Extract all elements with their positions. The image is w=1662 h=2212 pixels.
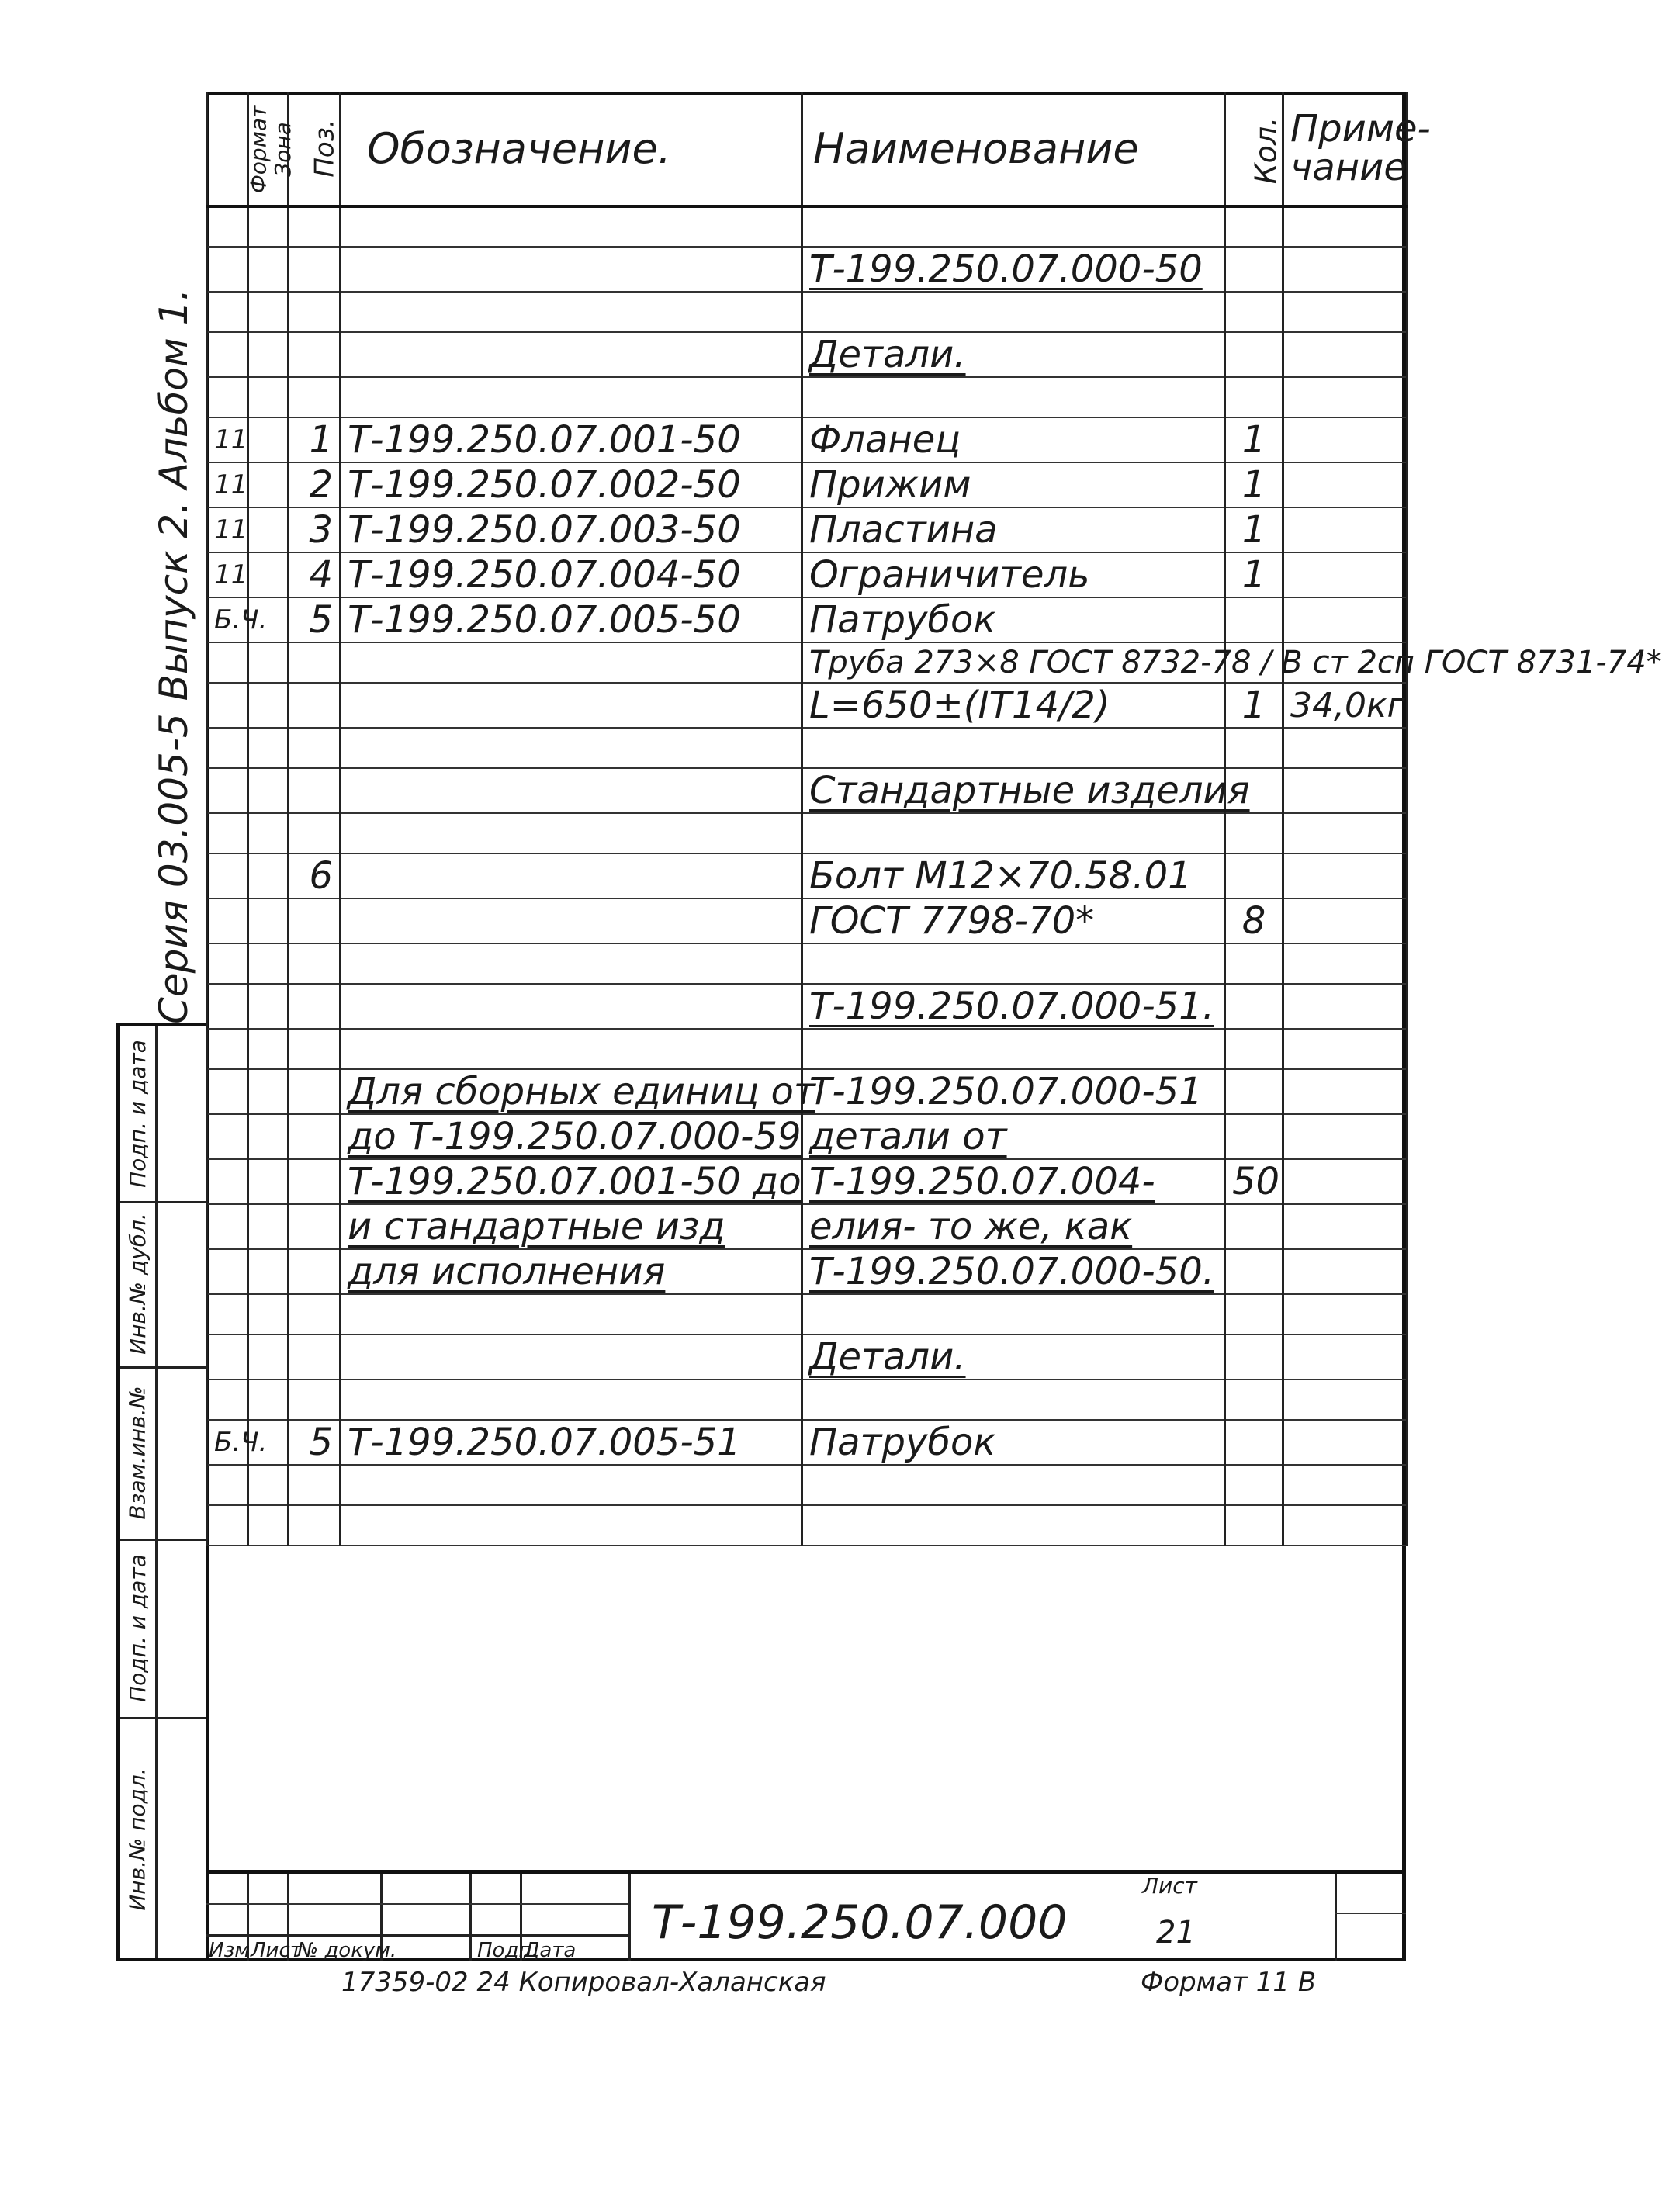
cell-zone <box>248 813 289 853</box>
header-qty: Кол. <box>1225 92 1283 206</box>
cell-name <box>802 292 1225 332</box>
cell-format: Б.Ч. <box>207 597 248 642</box>
cell-name: Болт М12×70.58.01 <box>802 853 1225 898</box>
cell-qty <box>1225 813 1283 853</box>
cell-pos <box>289 377 341 417</box>
header-pos: Поз. <box>289 92 341 206</box>
document-code: Т-199.250.07.000 <box>652 1895 1068 1950</box>
cell-designation <box>341 768 802 813</box>
cell-name: Т-199.250.07.000-51. <box>802 984 1225 1029</box>
cell-note <box>1283 943 1408 984</box>
margin-label-sign-date-2: Подп. и дата <box>125 1553 151 1702</box>
cell-format <box>207 813 248 853</box>
cell-qty <box>1225 1294 1283 1334</box>
cell-format <box>207 1069 248 1114</box>
table-row <box>207 1029 1408 1069</box>
cell-zone <box>248 1249 289 1294</box>
cell-note <box>1283 1294 1408 1334</box>
cell-qty <box>1225 984 1283 1029</box>
cell-note <box>1283 1114 1408 1159</box>
header-note: Приме- чание <box>1283 92 1408 206</box>
cell-zone <box>248 1114 289 1159</box>
cell-qty: 1 <box>1225 462 1283 507</box>
cell-pos <box>289 292 341 332</box>
cell-format <box>207 898 248 943</box>
cell-qty <box>1225 943 1283 984</box>
title-col-list: Лист <box>251 1939 302 1962</box>
cell-qty <box>1225 1379 1283 1420</box>
cell-note <box>1283 853 1408 898</box>
margin-stamp-strip <box>116 1023 206 1961</box>
cell-name: Патрубок <box>802 597 1225 642</box>
table-row <box>207 292 1408 332</box>
cell-name <box>802 813 1225 853</box>
cell-qty <box>1225 1420 1283 1465</box>
cell-designation <box>341 853 802 898</box>
cell-pos: 6 <box>289 853 341 898</box>
cell-note <box>1283 1334 1408 1379</box>
cell-format <box>207 332 248 377</box>
cell-qty <box>1225 1334 1283 1379</box>
cell-designation <box>341 683 802 728</box>
cell-note: 34,0кг <box>1283 683 1408 728</box>
cell-zone <box>248 898 289 943</box>
cell-pos <box>289 642 341 683</box>
table-row <box>207 1420 1408 1465</box>
cell-name: елия- то же, как <box>802 1204 1225 1249</box>
cell-format <box>207 1294 248 1334</box>
cell-designation <box>341 898 802 943</box>
cell-name: Прижим <box>802 462 1225 507</box>
title-col-sign: Подп. <box>477 1939 538 1962</box>
header-name: Наименование <box>802 92 1225 206</box>
cell-qty: 8 <box>1225 898 1283 943</box>
cell-note <box>1283 1069 1408 1114</box>
cell-designation <box>341 377 802 417</box>
cell-designation <box>341 206 802 247</box>
table-row <box>207 683 1408 728</box>
cell-name: Пластина <box>802 507 1225 552</box>
footer-copy-info: 17359-02 24 Копировал-Халанская <box>341 1967 826 1998</box>
cell-pos <box>289 984 341 1029</box>
table-header-row <box>207 92 1408 206</box>
cell-format <box>207 728 248 768</box>
cell-name: Патрубок <box>802 1420 1225 1465</box>
cell-zone <box>248 206 289 247</box>
table-row <box>207 552 1408 597</box>
table-row <box>207 642 1408 683</box>
specification-table <box>206 92 1662 1546</box>
cell-pos <box>289 1505 341 1546</box>
cell-name: Ограничитель <box>802 552 1225 597</box>
cell-designation <box>341 642 802 683</box>
cell-format <box>207 1159 248 1204</box>
cell-name <box>802 1294 1225 1334</box>
cell-name: Детали. <box>802 332 1225 377</box>
table-row <box>207 1379 1408 1420</box>
cell-zone <box>248 1334 289 1379</box>
table-row <box>207 984 1408 1029</box>
cell-pos <box>289 1249 341 1294</box>
cell-pos <box>289 683 341 728</box>
table-row <box>207 1204 1408 1249</box>
cell-format <box>207 853 248 898</box>
sheet-number: 21 <box>1156 1915 1196 1951</box>
cell-format: 11 <box>207 462 248 507</box>
cell-zone <box>248 642 289 683</box>
cell-zone <box>248 728 289 768</box>
cell-name: Труба 273×8 ГОСТ 8732-78 / В ст 2сп ГОСТ 8731-74* <box>802 642 1225 683</box>
cell-qty <box>1225 597 1283 642</box>
cell-zone <box>248 292 289 332</box>
table-row <box>207 898 1408 943</box>
cell-qty: 50 <box>1225 1159 1283 1204</box>
title-col-date: Дата <box>524 1939 577 1962</box>
margin-label-inv-podl: Инв.№ подл. <box>125 1767 151 1911</box>
cell-format <box>207 377 248 417</box>
cell-note <box>1283 292 1408 332</box>
cell-pos <box>289 1294 341 1334</box>
cell-format <box>207 206 248 247</box>
cell-designation <box>341 1379 802 1420</box>
cell-pos <box>289 1379 341 1420</box>
table-row <box>207 332 1408 377</box>
cell-format <box>207 1204 248 1249</box>
cell-designation <box>341 728 802 768</box>
table-row <box>207 462 1408 507</box>
cell-note <box>1283 898 1408 943</box>
cell-qty <box>1225 377 1283 417</box>
cell-name <box>802 1505 1225 1546</box>
cell-format: Б.Ч. <box>207 1420 248 1465</box>
cell-qty <box>1225 247 1283 292</box>
table-row <box>207 1465 1408 1505</box>
cell-name: Т-199.250.07.000-51 <box>802 1069 1225 1114</box>
cell-designation <box>341 1294 802 1334</box>
cell-note <box>1283 1249 1408 1294</box>
cell-qty <box>1225 1249 1283 1294</box>
cell-note <box>1283 206 1408 247</box>
cell-format <box>207 1334 248 1379</box>
cell-note <box>1283 1465 1408 1505</box>
cell-designation <box>341 1029 802 1069</box>
cell-note <box>1283 597 1408 642</box>
cell-zone <box>248 1069 289 1114</box>
cell-note <box>1283 1204 1408 1249</box>
cell-pos <box>289 943 341 984</box>
cell-zone <box>248 377 289 417</box>
cell-pos <box>289 1114 341 1159</box>
cell-note <box>1283 1420 1408 1465</box>
cell-note <box>1283 462 1408 507</box>
header-zone: Зона <box>248 92 289 206</box>
cell-zone <box>248 417 289 462</box>
cell-note <box>1283 1505 1408 1546</box>
table-row <box>207 206 1408 247</box>
cell-pos <box>289 1334 341 1379</box>
cell-qty <box>1225 332 1283 377</box>
cell-designation <box>341 247 802 292</box>
cell-note <box>1283 377 1408 417</box>
header-designation: Обозначение. <box>341 92 802 206</box>
cell-designation: и стандартные изд <box>341 1204 802 1249</box>
cell-qty <box>1225 728 1283 768</box>
cell-qty <box>1225 1069 1283 1114</box>
cell-format <box>207 984 248 1029</box>
cell-format <box>207 1249 248 1294</box>
table-row <box>207 507 1408 552</box>
cell-zone <box>248 247 289 292</box>
cell-name: Фланец <box>802 417 1225 462</box>
cell-note <box>1283 417 1408 462</box>
cell-name: ГОСТ 7798-70* <box>802 898 1225 943</box>
cell-designation: Т-199.250.07.002-50 <box>341 462 802 507</box>
cell-pos: 1 <box>289 417 341 462</box>
cell-designation: Т-199.250.07.004-50 <box>341 552 802 597</box>
cell-name <box>802 1465 1225 1505</box>
cell-qty: 1 <box>1225 683 1283 728</box>
cell-qty: 1 <box>1225 417 1283 462</box>
cell-name: Т-199.250.07.000-50. <box>802 1249 1225 1294</box>
series-album-label: Серия 03.005-5 Выпуск 2. Альбом 1. <box>151 288 196 1024</box>
cell-zone <box>248 768 289 813</box>
table-row <box>207 768 1408 813</box>
cell-pos <box>289 728 341 768</box>
cell-format <box>207 292 248 332</box>
title-col-izm: Изм <box>209 1939 250 1962</box>
cell-pos <box>289 1204 341 1249</box>
cell-format <box>207 768 248 813</box>
cell-name: Стандартные изделия <box>802 768 1225 813</box>
cell-name <box>802 1029 1225 1069</box>
cell-pos <box>289 247 341 292</box>
cell-pos <box>289 1029 341 1069</box>
cell-pos: 2 <box>289 462 341 507</box>
cell-designation <box>341 1334 802 1379</box>
table-row <box>207 1249 1408 1294</box>
table-row <box>207 813 1408 853</box>
cell-format <box>207 642 248 683</box>
cell-note <box>1283 1159 1408 1204</box>
cell-designation: до Т-199.250.07.000-59 <box>341 1114 802 1159</box>
cell-designation <box>341 292 802 332</box>
cell-name: Т-199.250.07.004- <box>802 1159 1225 1204</box>
cell-zone <box>248 1505 289 1546</box>
table-row <box>207 597 1408 642</box>
cell-pos: 3 <box>289 507 341 552</box>
cell-format <box>207 1029 248 1069</box>
cell-designation <box>341 332 802 377</box>
cell-pos <box>289 332 341 377</box>
margin-label-vzam-inv: Взам.инв.№ <box>125 1385 151 1520</box>
cell-name: Детали. <box>802 1334 1225 1379</box>
cell-zone <box>248 1465 289 1505</box>
cell-pos: 5 <box>289 597 341 642</box>
cell-name <box>802 728 1225 768</box>
cell-note <box>1283 728 1408 768</box>
cell-note <box>1283 768 1408 813</box>
cell-designation: Для сборных единиц от <box>341 1069 802 1114</box>
cell-pos <box>289 1159 341 1204</box>
cell-pos <box>289 898 341 943</box>
cell-zone <box>248 1379 289 1420</box>
table-row <box>207 417 1408 462</box>
cell-note <box>1283 552 1408 597</box>
cell-name <box>802 1379 1225 1420</box>
cell-designation <box>341 813 802 853</box>
cell-qty <box>1225 853 1283 898</box>
title-block <box>206 1870 1406 1961</box>
cell-zone <box>248 1294 289 1334</box>
cell-note <box>1283 247 1408 292</box>
cell-format: 11 <box>207 417 248 462</box>
header-format: Формат <box>207 92 248 206</box>
cell-name: детали от <box>802 1114 1225 1159</box>
cell-qty <box>1225 1465 1283 1505</box>
cell-format: 11 <box>207 552 248 597</box>
table-row <box>207 1294 1408 1334</box>
cell-zone <box>248 332 289 377</box>
cell-zone <box>248 853 289 898</box>
sheet-label: Лист <box>1142 1873 1197 1899</box>
cell-pos <box>289 813 341 853</box>
cell-designation <box>341 984 802 1029</box>
cell-qty <box>1225 292 1283 332</box>
cell-designation: Т-199.250.07.001-50 до <box>341 1159 802 1204</box>
cell-format: 11 <box>207 507 248 552</box>
cell-name <box>802 943 1225 984</box>
table-row <box>207 943 1408 984</box>
cell-format <box>207 1379 248 1420</box>
cell-zone <box>248 943 289 984</box>
cell-qty <box>1225 1204 1283 1249</box>
cell-designation: Т-199.250.07.005-50 <box>341 597 802 642</box>
table-row <box>207 1159 1408 1204</box>
table-row <box>207 1334 1408 1379</box>
table-row <box>207 247 1408 292</box>
cell-format <box>207 943 248 984</box>
cell-format <box>207 683 248 728</box>
cell-designation <box>341 943 802 984</box>
cell-name <box>802 377 1225 417</box>
cell-designation <box>341 1465 802 1505</box>
cell-name: Т-199.250.07.000-50 <box>802 247 1225 292</box>
cell-pos <box>289 206 341 247</box>
cell-qty <box>1225 1505 1283 1546</box>
cell-qty <box>1225 206 1283 247</box>
cell-designation <box>341 1505 802 1546</box>
cell-qty: 1 <box>1225 507 1283 552</box>
cell-zone <box>248 462 289 507</box>
cell-note <box>1283 507 1408 552</box>
title-col-doc: № докум. <box>297 1939 397 1962</box>
cell-zone <box>248 683 289 728</box>
cell-qty <box>1225 1114 1283 1159</box>
table-row <box>207 1069 1408 1114</box>
cell-format <box>207 1114 248 1159</box>
table-row <box>207 1505 1408 1546</box>
cell-note <box>1283 1029 1408 1069</box>
table-row <box>207 728 1408 768</box>
cell-pos <box>289 768 341 813</box>
cell-qty <box>1225 1029 1283 1069</box>
cell-note <box>1283 984 1408 1029</box>
cell-designation: Т-199.250.07.005-51 <box>341 1420 802 1465</box>
cell-pos: 4 <box>289 552 341 597</box>
cell-designation: для исполнения <box>341 1249 802 1294</box>
table-row <box>207 1114 1408 1159</box>
cell-zone <box>248 1159 289 1204</box>
cell-qty: 1 <box>1225 552 1283 597</box>
cell-note <box>1283 813 1408 853</box>
cell-pos: 5 <box>289 1420 341 1465</box>
cell-format <box>207 1505 248 1546</box>
table-row <box>207 853 1408 898</box>
cell-zone <box>248 507 289 552</box>
cell-zone <box>248 1204 289 1249</box>
cell-note <box>1283 1379 1408 1420</box>
cell-note <box>1283 332 1408 377</box>
cell-pos <box>289 1465 341 1505</box>
cell-name: L=650±(IT14/2) <box>802 683 1225 728</box>
cell-format <box>207 1465 248 1505</box>
cell-designation: Т-199.250.07.001-50 <box>341 417 802 462</box>
margin-label-inv-dubl: Инв.№ дубл. <box>125 1213 151 1355</box>
footer-format: Формат 11 В <box>1141 1967 1317 1998</box>
cell-zone <box>248 984 289 1029</box>
cell-designation: Т-199.250.07.003-50 <box>341 507 802 552</box>
cell-pos <box>289 1069 341 1114</box>
cell-zone <box>248 552 289 597</box>
table-row <box>207 377 1408 417</box>
cell-format <box>207 247 248 292</box>
cell-zone <box>248 1029 289 1069</box>
margin-label-sign-date-1: Подп. и дата <box>125 1040 151 1188</box>
cell-name <box>802 206 1225 247</box>
